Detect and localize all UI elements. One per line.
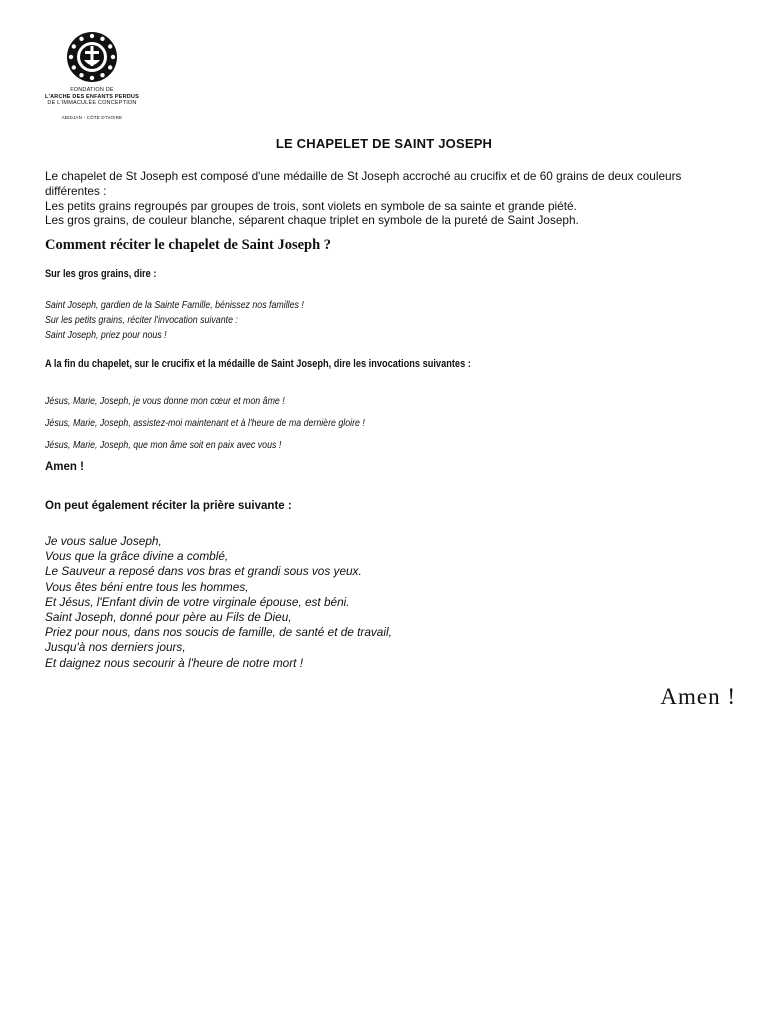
prayer-line: Et Jésus, l'Enfant divin de votre virginale épouse, est béni.: [45, 594, 350, 609]
intro-line: Le chapelet de St Joseph est composé d'une médaille de St Joseph accroché au crucifix et de 60 grains de deux couleurs différentes :: [45, 169, 682, 198]
big-beads-label: Sur les gros grains, dire :: [45, 268, 157, 280]
logo-org-line: DE L'IMMACULÉE CONCEPTION: [47, 100, 137, 107]
amen-text: Amen !: [45, 461, 84, 473]
logo-tagline: ABIDJAN - CÔTE D'IVOIRE: [61, 114, 123, 120]
big-beads-prayer: [45, 298, 304, 342]
foundation-logo: [40, 30, 144, 120]
section-heading: Comment réciter le chapelet de Saint Joseph ?: [45, 237, 332, 253]
prayer-line: Jusqu'à nos derniers jours,: [45, 640, 186, 655]
prayer-line: Saint Joseph, priez pour nous !: [45, 328, 167, 341]
invocation-line: Jésus, Marie, Joseph, je vous donne mon cœur et mon âme !: [45, 395, 285, 407]
prayer-line: Priez pour nous, dans nos soucis de famille, de santé et de travail,: [45, 625, 392, 640]
prayer-line: Et daignez nous secourir à l'heure de notre mort !: [45, 655, 303, 670]
foundation-emblem-icon: [65, 30, 119, 84]
alternate-prayer-label: On peut également réciter la prière suivante :: [45, 500, 292, 512]
prayer-line: Sur les petits grains, réciter l'invocation suivante :: [45, 313, 238, 326]
intro-line: Les petits grains regroupés par groupes de trois, sont violets en symbole de sa sainte et grande piété.: [45, 198, 577, 213]
prayer-line: Vous êtes béni entre tous les hommes,: [45, 579, 249, 594]
invocation-line: Jésus, Marie, Joseph, que mon âme soit en paix avec vous !: [45, 439, 282, 451]
saint-joseph-prayer: [45, 534, 392, 671]
prayer-line: Je vous salue Joseph,: [45, 534, 162, 548]
prayer-line: Le Sauveur a reposé dans vos bras et grandi sous vos yeux.: [45, 564, 362, 579]
intro-line: Les gros grains, de couleur blanche, séparent chaque triplet en symbole de la pureté de Saint Joseph.: [45, 213, 579, 228]
logo-org-line: FONDATION DE: [70, 87, 114, 93]
closing-amen: Amen !: [660, 684, 736, 709]
end-of-rosary-label: A la fin du chapelet, sur le crucifix et la médaille de Saint Joseph, dire les invocations suivantes :: [45, 358, 471, 370]
prayer-line: Vous que la grâce divine a comblé,: [45, 549, 229, 564]
prayer-line: Saint Joseph, gardien de la Sainte Famille, bénissez nos familles !: [45, 299, 304, 311]
intro-paragraph: [45, 169, 738, 228]
invocation-line: Jésus, Marie, Joseph, assistez-moi maintenant et à l'heure de ma dernière gloire !: [45, 417, 365, 429]
page-title: LE CHAPELET DE SAINT JOSEPH: [275, 136, 493, 151]
logo-org-line: L'ARCHE DES ENFANTS PERDUS: [45, 93, 139, 100]
prayer-line: Saint Joseph, donné pour père au Fils de Dieu,: [45, 610, 292, 625]
